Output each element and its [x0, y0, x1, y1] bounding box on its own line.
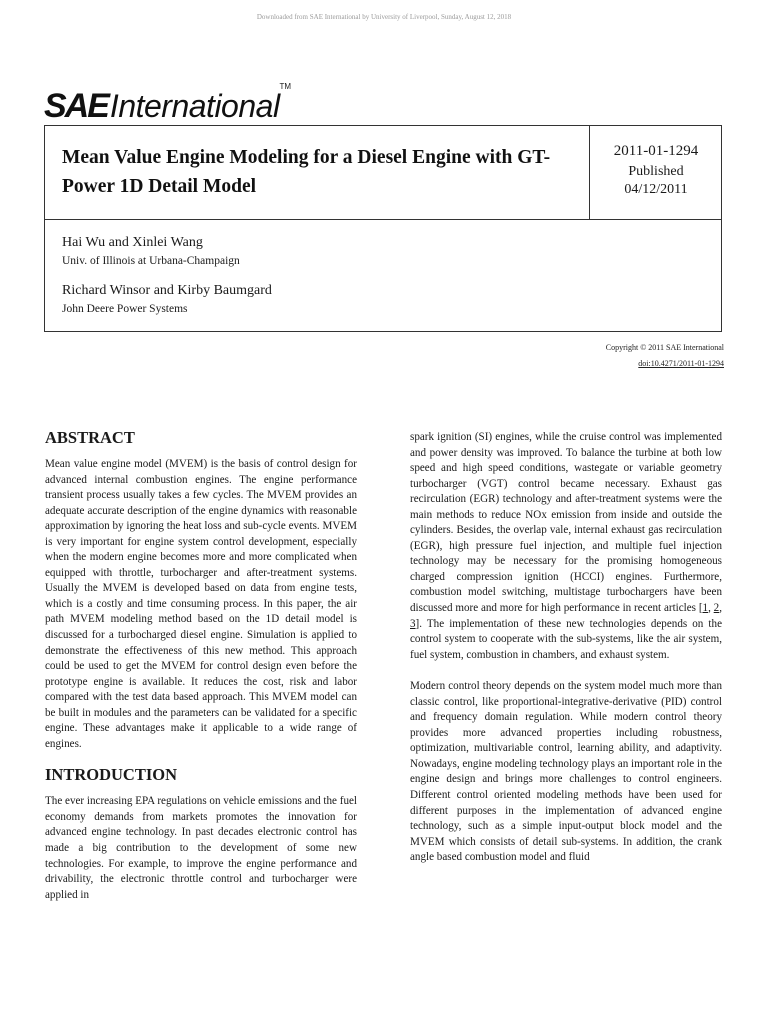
reference-link-2[interactable]: 2 [713, 602, 720, 615]
reference-link-3[interactable]: 3 [410, 617, 416, 630]
published-date: 04/12/2011 [624, 182, 688, 197]
author-names: Richard Winsor and Kirby Baumgard [62, 283, 272, 298]
copyright-line: Copyright © 2011 SAE International [605, 343, 724, 352]
authors-cell [45, 220, 722, 332]
introduction-heading: INTRODUCTION [45, 765, 178, 785]
intro-text-after-refs: ]. The implementation of these new technologies depends on the control system to cooperate with the sub-systems, like the air system, fuel system, combustion in chambers, and exhaust system. [410, 617, 722, 661]
left-column [45, 428, 357, 903]
logo-international-text: International [109, 88, 280, 124]
paper-header-box [44, 125, 722, 332]
author-group-uiuc [62, 234, 240, 269]
right-column [410, 430, 722, 866]
intro-text-before-refs: spark ignition (SI) engines, while the cruise control was implemented and power density was improved. To balance the turbine at both low speed and high speed conditions, wastegate or variable geometry turbocharger (VGT) control became necessary. Exhaust gas recirculation (EGR) technology and after-treatment systems were the main methods to reduce NOx emission from inside and outside the cylinders. Besides, the overlap vale, internal exhaust gas recirculation (EGR), high pressure fuel injection, and multiple fuel injection technology may be necessary for the promising homogeneous charged compression ignition (HCCI) engines. Furthermore, combustion model switching, multistage turbochargers have been discussed more and more for high performance in recent articles [ [410, 431, 722, 615]
title-cell [45, 126, 590, 220]
introduction-paragraph-continued: spark ignition (SI) engines, while the cruise control was implemented and power density was improved. To balance the turbine at both low speed and high speed conditions, wastegate or variable geometry turbocharger (VGT) control became necessary. Exhaust gas recirculation (EGR) technology and after-treatment systems were the main methods to reduce NOx emission from inside and outside the cylinders. Besides, the overlap vale, internal exhaust gas recirculation (EGR), high pressure fuel injection, and multiple fuel injection technology may be necessary for the promising homogeneous charged compression ignition (HCCI) engines. Furthermore, combustion model switching, multistage turbochargers have been discussed more and more for high performance in recent articles [1, 2, 3]. The implementation of these new technologies depends on the control system to cooperate with the sub-systems, like the air system, fuel system, combustion in chambers, and exhaust system. [410, 431, 722, 661]
paper-title: Mean Value Engine Modeling for a Diesel Engine with GT-Power 1D Detail Model [62, 147, 551, 197]
copyright-block [606, 340, 724, 372]
doi-link[interactable]: doi:10.4271/2011-01-1294 [638, 359, 724, 368]
reference-link-1[interactable]: 1 [702, 602, 709, 615]
published-label: Published [628, 164, 684, 179]
paper-meta-cell [590, 126, 722, 220]
download-note: Downloaded from SAE International by University of Liverpool, Sunday, August 12, 2018 [256, 13, 512, 21]
abstract-heading: ABSTRACT [45, 428, 135, 447]
sae-international-logo [44, 80, 291, 124]
logo-trademark: TM [279, 82, 292, 91]
introduction-paragraph-2: Modern control theory depends on the system model much more than classic control, like proportional-integrative-derivative (PID) control and frequency domain regulation. While modern control theory provides more advanced properties including robustness, optimization, multivariable control, learning ability, and adaptivity. Nowadays, engine modeling technology plays an important role in the engine design and brings more challenges to control engineers. Different control oriented modeling methods have been used for different purposes in the implementation of advanced engine technology, such as a simple input-output block model and the MVEM which consists of detail sub-systems. In addition, the crank angle based combustion model and fluid [410, 680, 722, 864]
author-affiliation: John Deere Power Systems [62, 303, 188, 315]
author-affiliation: Univ. of Illinois at Urbana-Champaign [62, 255, 240, 267]
paper-number: 2011-01-1294 [613, 143, 699, 159]
abstract-text: Mean value engine model (MVEM) is the basis of control design for advanced internal combustion engines. The engine performance transient process usually takes a few cycles. The MVEM provides an adequate accurate description of the engine dynamics with reasonable approximation by ignoring the heat loss and sub-cycle events. MVEM is very important for engine system control development, especially when the modern engine becomes more and more complicated when equipped with throttle, turbocharger and after-treatment systems. Usually the MVEM is developed based on data from engine tests, which is a costly and time consuming process. In this paper, the air path MVEM modeling method based on the 1D detail model is discussed for a turbocharged diesel engine. Simulation is applied to demonstrate the effectiveness of this new method. This approach could be used to get the MVEM for control design even before the prototype engine is available. It reduces the cost, risk and labor compared with the test data based approach. This MVEM model can be built in modules and the parameters can be validated for a specific engine. These advantages make it applicable to a wide range of engines. [45, 458, 357, 750]
logo-sae-text: SAE [44, 87, 108, 125]
author-names: Hai Wu and Xinlei Wang [62, 235, 203, 250]
author-group-john-deere [62, 282, 272, 317]
introduction-paragraph: The ever increasing EPA regulations on vehicle emissions and the fuel economy demands from markets promotes the innovation for advanced engine technology. In past decades electronic control has made a big contribution to the development of some new technologies. For example, to improve the engine performance and drivability, the electronic throttle control and turbocharger were applied in [45, 795, 357, 901]
